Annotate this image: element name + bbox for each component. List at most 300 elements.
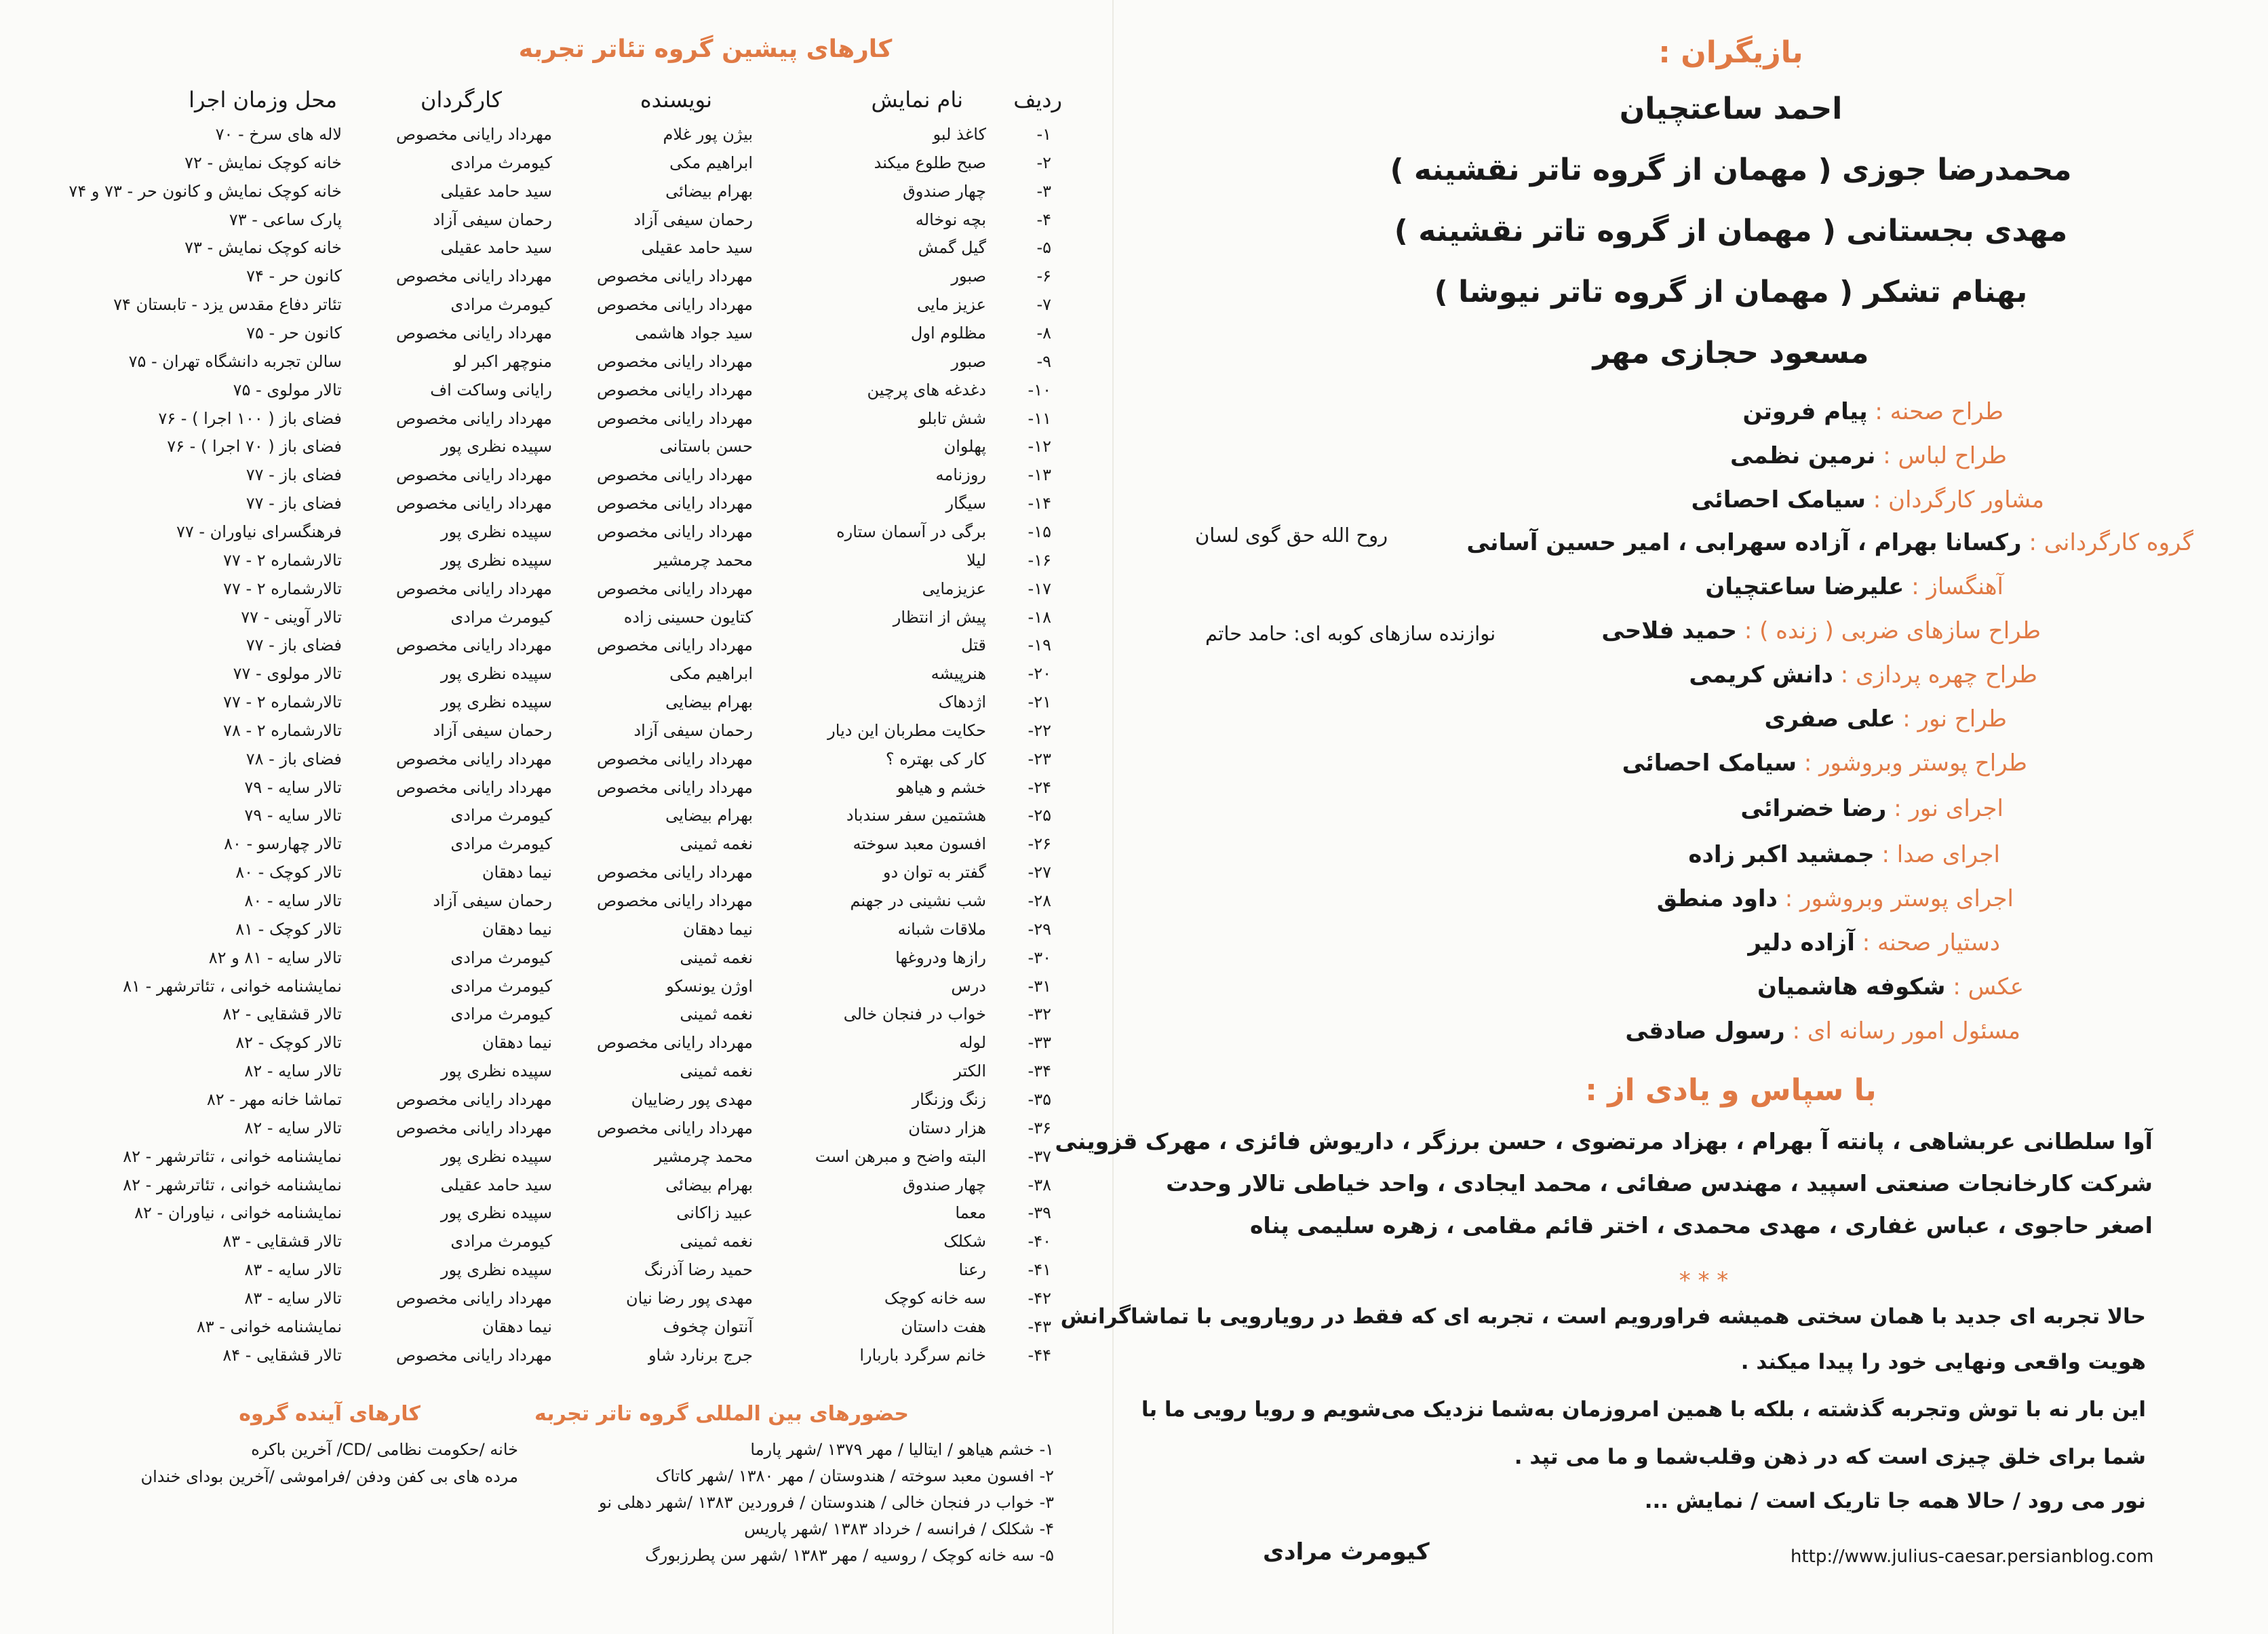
row-index: ۳۷- <box>1028 1146 1051 1166</box>
row-writer: بهرام بیضائی <box>665 1175 753 1194</box>
row-place: تالار مولوی - ۷۵ <box>233 380 342 400</box>
row-place: تماشا خانه مهر - ۸۲ <box>206 1089 342 1109</box>
credit-line <box>1466 529 2193 556</box>
row-index: ۳۹- <box>1028 1203 1051 1223</box>
row-show-name: معما <box>955 1203 986 1223</box>
future-title: کارهای آینده گروه <box>239 1402 421 1426</box>
row-writer: عبید زاکانی <box>676 1203 753 1223</box>
row-place: تالارشماره ۲ - ۷۷ <box>223 693 342 712</box>
row-index: ۳۰- <box>1028 948 1051 967</box>
row-show-name: عزیز مایی <box>917 295 986 315</box>
row-writer: بیژن پور غلام <box>663 125 753 144</box>
row-director: کیومرث مرادی <box>450 295 552 315</box>
table-row <box>0 206 1112 233</box>
row-place: نمایشنامه خوانی - ۸۳ <box>196 1317 342 1336</box>
row-writer: مهرداد رایانی مخصوص <box>597 295 753 315</box>
row-index: ۳۶- <box>1028 1118 1051 1137</box>
thanks-title: با سپاس و یادی از : <box>1585 1073 1877 1108</box>
row-director: سپیده نظری پور <box>440 1260 552 1279</box>
credit-label: مشاور کارگردان : <box>1873 486 2044 513</box>
table-row <box>0 461 1112 488</box>
row-show-name: حکایت مطربان این دیار <box>827 720 986 740</box>
table-row <box>0 433 1112 460</box>
row-index: ۲۶- <box>1028 834 1051 854</box>
row-show-name: اژدهاک <box>938 693 986 712</box>
row-show-name: درس <box>951 976 986 996</box>
row-director: کیومرث مرادی <box>450 153 552 172</box>
row-index: ۱۹- <box>1028 636 1051 655</box>
row-director: مهرداد رایانی مخصوص <box>396 408 552 428</box>
table-row <box>0 547 1112 574</box>
row-place: فضای باز ( ۷۰ اجرا ) - ۷۶ <box>167 437 342 456</box>
row-director: مهرداد رایانی مخصوص <box>396 267 552 286</box>
row-place: تالار قشقایی - ۸۴ <box>222 1345 342 1365</box>
row-writer: مهرداد رایانی مخصوص <box>597 891 753 910</box>
row-writer: محمد چرمشیر <box>654 1146 753 1166</box>
row-writer: حمید رضا آذرنگ <box>644 1260 753 1279</box>
row-director: کیومرث مرادی <box>450 607 552 627</box>
row-writer: مهرداد رایانی مخصوص <box>597 636 753 655</box>
row-show-name: الکتر <box>954 1062 986 1081</box>
row-writer: مهرداد رایانی مخصوص <box>597 267 753 286</box>
row-director: سپیده نظری پور <box>440 664 552 684</box>
row-index: ۱۴- <box>1028 494 1051 513</box>
credit-label: اجرای نور : <box>1894 795 2003 822</box>
row-place: کانون حر - ۷۴ <box>246 267 342 286</box>
cast-member: بهنام تشکر ( مهمان از گروه تاتر نیوشا ) <box>1434 275 2028 309</box>
row-place: تالار سایه - ۸۱ و ۸۲ <box>208 948 342 967</box>
credit-label: گروه کارگردانی : <box>2029 529 2193 556</box>
row-show-name: شب نشینی در جهنم <box>850 891 986 910</box>
row-writer: اوژن یونسکو <box>666 976 753 996</box>
row-place: تالار قشقایی - ۸۳ <box>222 1232 342 1251</box>
row-director: کیومرث مرادی <box>450 1232 552 1251</box>
row-director: نیما دهقان <box>482 863 552 882</box>
row-show-name: هفت داستان <box>901 1317 986 1336</box>
cast-member: احمد ساعتچیان <box>1619 92 1843 126</box>
table-row <box>0 149 1112 176</box>
row-index: ۲۴- <box>1028 777 1051 797</box>
row-show-name: سه خانه کوچک <box>884 1288 986 1308</box>
row-index: ۳۱- <box>1028 976 1051 996</box>
credit-line <box>1625 1017 2020 1045</box>
credit-line <box>1730 442 2007 469</box>
row-place: نمایشنامه خوانی ، تئاترشهر - ۸۱ <box>123 976 342 996</box>
row-index: ۱۰- <box>1028 380 1051 400</box>
row-show-name: رازها ودروغها <box>895 948 986 967</box>
table-row <box>0 1086 1112 1113</box>
credit-value: جمشید اکبر زاده <box>1688 841 1875 868</box>
credit-label: عکس : <box>1953 973 2024 1000</box>
row-show-name: کار کی بهتره ؟ <box>885 749 986 769</box>
row-place: تالار چهارسو - ۸۰ <box>224 834 342 854</box>
row-index: ۳- <box>1036 181 1051 201</box>
row-index: ۲۳- <box>1028 749 1051 769</box>
header-director: کارگردان <box>421 87 502 113</box>
row-place: تالار آوینی - ۷۷ <box>241 607 342 627</box>
right-page <box>1055 0 2268 1634</box>
table-row <box>0 1029 1112 1056</box>
note-line: حالا تجربه ای جدید با همان سختی همیشه فراورویم است ، تجربه ای که فقط در رویارویی با تماشاگرانش <box>1060 1304 2146 1329</box>
row-index: ۲۲- <box>1028 720 1051 740</box>
thanks-line: شرکت کارخانجات صنعتی اسپید ، مهندس صفائی ، محمد ایجادی ، واحد خیاطی تالار وحدت <box>1166 1170 2153 1197</box>
row-index: ۲- <box>1036 153 1051 172</box>
table-row <box>0 262 1112 290</box>
row-writer: مهرداد رایانی مخصوص <box>597 777 753 797</box>
row-index: ۱۶- <box>1028 550 1051 570</box>
thanks-line: آوا سلطانی عربشاهی ، پانته آ بهرام ، بهزاد مرتضوی ، حسن برزگر ، داریوش فائزی ، مهرک قزوینی <box>1055 1128 2153 1154</box>
row-show-name: خانم سرگرد باربارا <box>859 1345 986 1365</box>
website-url[interactable]: http://www.julius-caesar.persianblog.com <box>1791 1547 2154 1567</box>
row-writer: آنتوان چخوف <box>663 1317 753 1336</box>
header-writer: نویسنده <box>640 87 712 113</box>
credit-line <box>1689 661 2037 688</box>
credit-value: دانش کریمی <box>1689 661 1833 688</box>
table-row <box>0 234 1112 261</box>
row-place: نمایشنامه خوانی ، تئاترشهر - ۸۲ <box>123 1146 342 1166</box>
row-place: تالار کوچک - ۸۲ <box>235 1033 342 1053</box>
row-writer: مهرداد رایانی مخصوص <box>597 494 753 513</box>
row-director: مهرداد رایانی مخصوص <box>396 1288 552 1308</box>
row-place: تالار سایه - ۸۳ <box>244 1260 342 1279</box>
row-place: نمایشنامه خوانی ، تئاترشهر - ۸۲ <box>123 1175 342 1194</box>
row-writer: مهرداد رایانی مخصوص <box>597 579 753 598</box>
row-place: فرهنگسرای نیاوران - ۷۷ <box>176 522 342 541</box>
row-show-name: سیگار <box>945 494 986 513</box>
row-show-name: هشتمین سفر سندباد <box>846 806 986 825</box>
row-place: تالار سایه - ۸۲ <box>244 1118 342 1137</box>
thanks-line: اصغر حاجوی ، عباس غفاری ، مهدی محمدی ، اختر قائم مقامی ، زهره سلیمی پناه <box>1249 1212 2153 1239</box>
row-director: مهرداد رایانی مخصوص <box>396 636 552 655</box>
row-index: ۱۵- <box>1028 522 1051 541</box>
credit-line <box>1764 705 2007 733</box>
credit-value: شکوفه هاشمیان <box>1757 973 1946 1000</box>
credit-value: علیرضا ساعتچیان <box>1705 573 1904 600</box>
row-index: ۳۵- <box>1028 1089 1051 1109</box>
credit-value: داود منطق <box>1656 885 1778 912</box>
row-index: ۳۸- <box>1028 1175 1051 1194</box>
row-director: مهرداد رایانی مخصوص <box>396 125 552 144</box>
row-index: ۴۳- <box>1028 1317 1051 1336</box>
row-writer: مهرداد رایانی مخصوص <box>597 408 753 428</box>
row-index: ۴۰- <box>1028 1232 1051 1251</box>
table-row <box>0 291 1112 318</box>
row-writer: ابراهیم مکی <box>669 153 753 172</box>
credit-label: مسئول امور رسانه ای : <box>1792 1017 2020 1045</box>
row-writer: بهرام بیضایی <box>665 806 753 825</box>
table-row <box>0 944 1112 971</box>
row-writer: مهرداد رایانی مخصوص <box>597 351 753 371</box>
row-director: منوچهر اکبر لو <box>453 351 552 371</box>
row-show-name: مظلوم اول <box>910 323 986 343</box>
row-director: نیما دهقان <box>482 1033 552 1053</box>
table-row <box>0 688 1112 716</box>
table-row <box>0 518 1112 545</box>
row-place: لاله های سرخ - ۷۰ <box>215 125 342 144</box>
table-row <box>0 660 1112 687</box>
row-show-name: البته واضح و مبرهن است <box>815 1146 986 1166</box>
row-show-name: شش تابلو <box>918 408 986 428</box>
row-index: ۸- <box>1036 323 1051 343</box>
credit-line <box>1688 841 2000 868</box>
row-show-name: کاغذ لبو <box>933 125 986 144</box>
table-row <box>0 631 1112 659</box>
credit-label: دستیار صحنه : <box>1862 929 2000 956</box>
credit-label: اجرای پوستر وبروشور : <box>1784 885 2014 912</box>
row-director: مهرداد رایانی مخصوص <box>396 777 552 797</box>
row-director: کیومرث مرادی <box>450 806 552 825</box>
intl-item: ۲- افسون معبد سوخته / هندوستان / مهر ۱۳۸۰ /شهر کاتاک <box>655 1466 1054 1485</box>
table-row <box>0 1342 1112 1369</box>
row-writer: نیما دهقان <box>682 919 753 939</box>
row-writer: حسن باستانی <box>659 437 753 456</box>
table-row <box>0 178 1112 205</box>
extra-directing: روح الله حق گوی لسان <box>1195 524 1388 547</box>
row-director: رحمان سیفی آزاد <box>433 720 552 740</box>
row-director: مهرداد رایانی مخصوص <box>396 1118 552 1137</box>
row-show-name: روزنامه <box>935 465 986 485</box>
row-index: ۱۱- <box>1028 408 1051 428</box>
table-row <box>0 745 1112 773</box>
row-writer: سید جواد هاشمی <box>635 323 753 343</box>
row-show-name: خشم و هیاهو <box>897 777 986 797</box>
row-writer: مهرداد رایانی مخصوص <box>597 1118 753 1137</box>
row-writer: مهرداد رایانی مخصوص <box>597 465 753 485</box>
row-show-name: بچه نوخاله <box>915 210 986 229</box>
row-director: نیما دهقان <box>482 1317 552 1336</box>
row-director: سپیده نظری پور <box>440 437 552 456</box>
row-director: سپیده نظری پور <box>440 550 552 570</box>
table-row <box>0 319 1112 347</box>
intl-item: ۴- شکلک / فرانسه / خرداد ۱۳۸۳ /شهر پاریس <box>744 1519 1054 1538</box>
row-writer: نغمه ثمینی <box>680 1062 753 1081</box>
credit-value: رسول صادقی <box>1625 1017 1785 1045</box>
cast-title: بازیگران : <box>1658 35 1803 70</box>
row-director: مهرداد رایانی مخصوص <box>396 749 552 769</box>
table-row <box>0 1057 1112 1085</box>
table-row <box>0 1313 1112 1340</box>
table-row <box>0 604 1112 631</box>
header-name: نام نمایش <box>871 87 963 113</box>
row-show-name: لیلا <box>966 550 986 570</box>
row-director: سید حامد عقیلی <box>440 238 552 258</box>
row-place: کانون حر - ۷۵ <box>246 323 342 343</box>
row-director: مهرداد رایانی مخصوص <box>396 323 552 343</box>
table-row <box>0 973 1112 1000</box>
table-row <box>0 859 1112 886</box>
table-row <box>0 1000 1112 1028</box>
row-index: ۱۸- <box>1028 607 1051 627</box>
table-row <box>0 376 1112 404</box>
credit-label: طراح نور : <box>1902 705 2007 733</box>
row-place: تالارشماره ۲ - ۷۷ <box>223 579 342 598</box>
row-writer: مهرداد رایانی مخصوص <box>597 863 753 882</box>
row-writer: بهرام بیضائی <box>665 181 753 201</box>
row-director: رایانی وساکت اف <box>430 380 552 400</box>
row-director: مهرداد رایانی مخصوص <box>396 494 552 513</box>
table-row <box>0 717 1112 744</box>
table-row <box>0 405 1112 432</box>
table-row <box>0 121 1112 148</box>
row-place: تالارشماره ۲ - ۷۷ <box>223 550 342 570</box>
row-place: فضای باز - ۷۸ <box>246 749 342 769</box>
row-place: تالارشماره ۲ - ۷۸ <box>223 720 342 740</box>
row-writer: جرج برنارد شاو <box>648 1345 753 1365</box>
cast-member: مسعود حجازی مهر <box>1592 336 1869 370</box>
row-index: ۴- <box>1036 210 1051 229</box>
credit-label: اجرای صدا : <box>1881 841 2000 868</box>
row-director: رحمان سیفی آزاد <box>433 891 552 910</box>
row-show-name: رعنا <box>958 1260 986 1279</box>
row-director: مهرداد رایانی مخصوص <box>396 1345 552 1365</box>
row-writer: مهرداد رایانی مخصوص <box>597 380 753 400</box>
stars-divider: * * * <box>1679 1267 1729 1294</box>
row-show-name: صبح طلوع میکند <box>874 153 986 172</box>
row-director: سپیده نظری پور <box>440 522 552 541</box>
row-show-name: شکلک <box>943 1232 986 1251</box>
row-place: تالار قشقایی - ۸۲ <box>222 1005 342 1024</box>
row-writer: نغمه ثمینی <box>680 834 753 854</box>
row-place: تئاتر دفاع مقدس یزد - تابستان ۷۴ <box>113 295 342 315</box>
credit-label: طراح پوستر وبروشور : <box>1803 750 2027 777</box>
row-director: مهرداد رایانی مخصوص <box>396 465 552 485</box>
table-row <box>0 1285 1112 1312</box>
row-writer: نغمه ثمینی <box>680 948 753 967</box>
credit-label: طراح لباس : <box>1883 442 2007 469</box>
row-index: ۲۵- <box>1028 806 1051 825</box>
row-writer: رحمان سیفی آزاد <box>633 720 753 740</box>
row-show-name: خواب در فنجان خالی <box>843 1005 986 1024</box>
table-row <box>0 916 1112 943</box>
row-director: کیومرث مرادی <box>450 948 552 967</box>
row-place: تالار سایه - ۸۲ <box>244 1062 342 1081</box>
row-writer: نغمه ثمینی <box>680 1005 753 1024</box>
row-director: سید حامد عقیلی <box>440 181 552 201</box>
table-row <box>0 887 1112 914</box>
note-line: شما برای خلق چیزی است که در ذهن وقلب‌شما و ما می تپد . <box>1514 1445 2146 1469</box>
row-show-name: زنگ وزنگار <box>912 1089 986 1109</box>
row-director: رحمان سیفی آزاد <box>433 210 552 229</box>
row-index: ۶- <box>1036 267 1051 286</box>
extra-percussion: نوازنده سازهای کوبه ای: حامد حاتم <box>1205 622 1496 645</box>
row-writer: ابراهیم مکی <box>669 664 753 684</box>
row-writer: بهرام بیضایی <box>665 693 753 712</box>
row-place: فضای باز - ۷۷ <box>246 465 342 485</box>
row-director: سپیده نظری پور <box>440 1203 552 1223</box>
row-show-name: افسون معبد سوخته <box>853 834 986 854</box>
row-place: تالار سایه - ۸۳ <box>244 1288 342 1308</box>
row-show-name: چهار صندوق <box>903 181 986 201</box>
row-place: خانه کوچک نمایش - ۷۳ <box>184 238 342 258</box>
table-row <box>0 575 1112 602</box>
row-show-name: صبور <box>951 351 986 371</box>
row-director: کیومرث مرادی <box>450 834 552 854</box>
credit-value: پیام فروتن <box>1742 398 1868 425</box>
row-writer: مهرداد رایانی مخصوص <box>597 522 753 541</box>
credit-label: آهنگساز : <box>1911 573 2003 600</box>
row-index: ۴۲- <box>1028 1288 1051 1308</box>
row-place: پارک ساعی - ۷۳ <box>229 210 342 229</box>
credit-value: نرمین نظمی <box>1730 442 1876 469</box>
row-place: تالار مولوی - ۷۷ <box>233 664 342 684</box>
row-index: ۲۱- <box>1028 693 1051 712</box>
table-row <box>0 774 1112 801</box>
table-row <box>0 1143 1112 1170</box>
future-item: مرده های بی کفن ودفن /فراموشی /آخرین بودای خندان <box>140 1467 518 1486</box>
row-index: ۱۷- <box>1028 579 1051 598</box>
header-place: محل وزمان اجرا <box>189 87 337 113</box>
credit-value: رکسانا بهرام ، آزاده سهرابی ، امیر حسین آسانی <box>1466 529 2022 556</box>
row-index: ۲۹- <box>1028 919 1051 939</box>
row-writer: نغمه ثمینی <box>680 1232 753 1251</box>
credit-label: طراح سازهای ضربی ( زنده ) : <box>1744 617 2041 644</box>
row-place: تالار سایه - ۷۹ <box>244 806 342 825</box>
row-show-name: پهلوان <box>943 437 986 456</box>
row-show-name: لوله <box>959 1033 986 1053</box>
row-index: ۳۲- <box>1028 1005 1051 1024</box>
row-director: سپیده نظری پور <box>440 1146 552 1166</box>
row-show-name: گفتر به توان دو <box>882 863 986 882</box>
credit-label: طراح صحنه : <box>1875 398 2003 425</box>
row-show-name: ملاقات شبانه <box>897 919 986 939</box>
row-index: ۱۳- <box>1028 465 1051 485</box>
row-show-name: پیش از انتظار <box>893 607 986 627</box>
credit-value: علی صفری <box>1764 705 1896 733</box>
intl-item: ۳- خواب در فنجان خالی / هندوستان / فروردین ۱۳۸۳ /شهر دهلی نو <box>599 1493 1054 1512</box>
row-index: ۲۰- <box>1028 664 1051 684</box>
row-index: ۱۲- <box>1028 437 1051 456</box>
row-place: فضای باز - ۷۷ <box>246 494 342 513</box>
row-index: ۱- <box>1036 125 1051 144</box>
row-director: سپیده نظری پور <box>440 693 552 712</box>
row-index: ۷- <box>1036 295 1051 315</box>
row-place: فضای باز - ۷۷ <box>246 636 342 655</box>
credit-line <box>1757 973 2024 1000</box>
row-show-name: برگی در آسمان ستاره <box>836 522 986 541</box>
note-line: نور می رود / حالا همه جا تاریک است / نمایش ... <box>1644 1489 2146 1513</box>
cast-member: محمدرضا جوزی ( مهمان از گروه تاتر نقشینه ) <box>1390 153 2072 187</box>
row-index: ۴۱- <box>1028 1260 1051 1279</box>
past-works-title: کارهای پیشین گروه تئاتر تجربه <box>518 35 893 63</box>
signature: کیومرث مرادی <box>1263 1538 1430 1565</box>
table-row <box>0 802 1112 829</box>
row-show-name: صبور <box>951 267 986 286</box>
row-writer: مهرداد رایانی مخصوص <box>597 1033 753 1053</box>
credit-line <box>1692 486 2044 513</box>
row-director: مهرداد رایانی مخصوص <box>396 1089 552 1109</box>
row-show-name: عزیزمایی <box>922 579 986 598</box>
credit-line <box>1622 750 2027 777</box>
credit-value: سیامک احصائی <box>1622 750 1797 777</box>
row-show-name: چهار صندوق <box>903 1175 986 1194</box>
row-index: ۲۷- <box>1028 863 1051 882</box>
cast-member: مهدی بجستانی ( مهمان از گروه تاتر نقشینه ) <box>1394 214 2068 248</box>
row-director: کیومرث مرادی <box>450 1005 552 1024</box>
row-writer: مهدی پور رضا نیان <box>626 1288 753 1308</box>
row-show-name: هنرپیشه <box>931 664 986 684</box>
credit-value: آزاده دلیر <box>1748 929 1855 956</box>
row-director: نیما دهقان <box>482 919 552 939</box>
row-director: سپیده نظری پور <box>440 1062 552 1081</box>
row-index: ۲۸- <box>1028 891 1051 910</box>
row-place: تالار سایه - ۷۹ <box>244 777 342 797</box>
row-writer: مهرداد رایانی مخصوص <box>597 749 753 769</box>
row-place: تالار کوچک - ۸۰ <box>235 863 342 882</box>
row-writer: محمد چرمشیر <box>654 550 753 570</box>
row-place: تالار کوچک - ۸۱ <box>235 919 342 939</box>
row-place: خانه کوچک نمایش - ۷۲ <box>184 153 342 172</box>
row-index: ۴۴- <box>1028 1345 1051 1365</box>
